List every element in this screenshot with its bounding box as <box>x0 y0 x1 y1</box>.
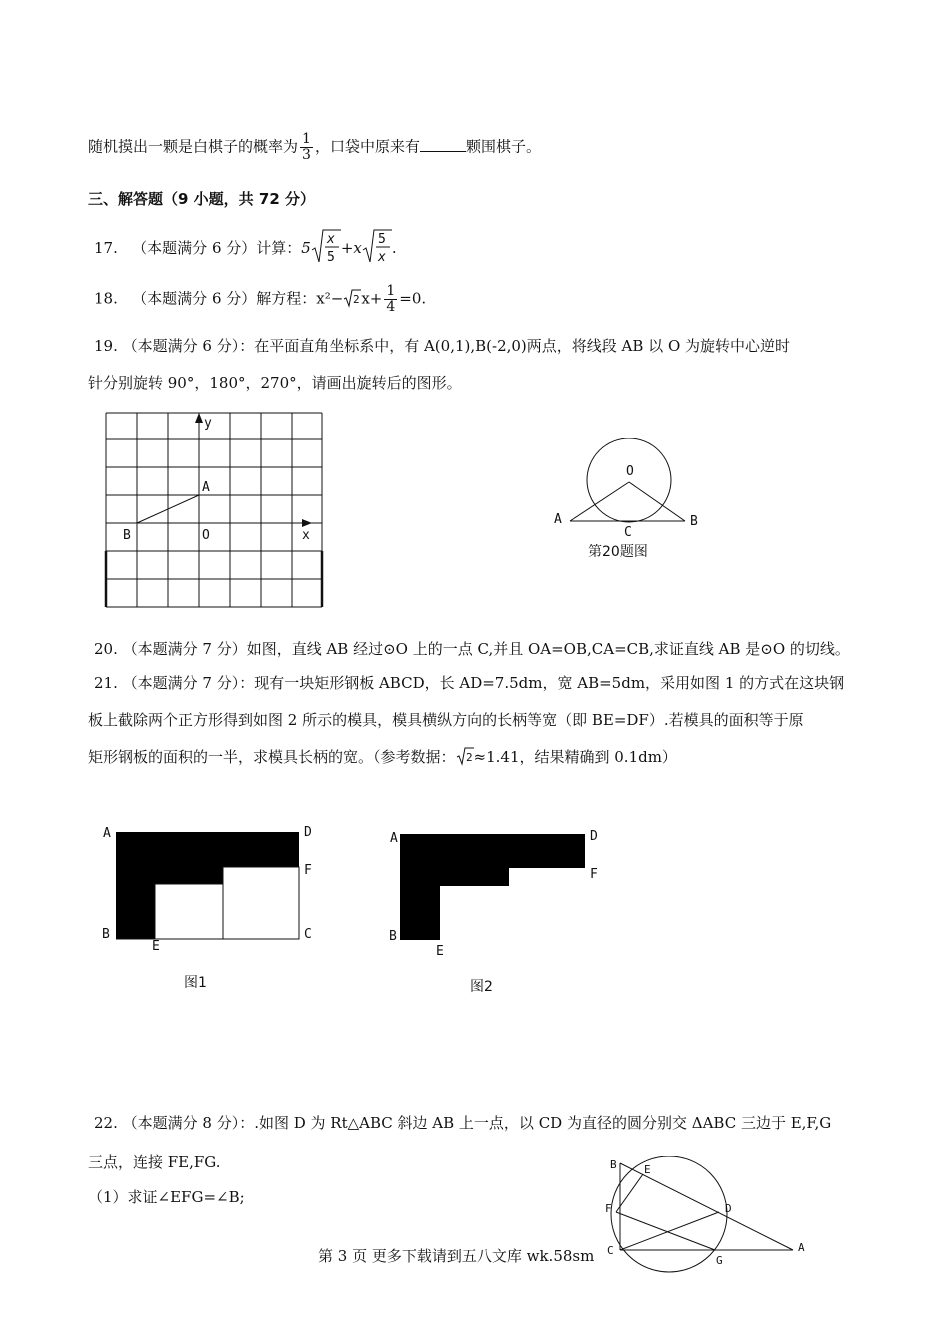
question-21-line3: 矩形钢板的面积的一半，求模具长柄的宽。（参考数据： 2 ≈1.41，结果精确到 0.1dm） <box>88 746 677 770</box>
sqrt-fraction-2 <box>362 228 392 270</box>
figure-20 <box>550 438 710 538</box>
figure-19-grid <box>96 405 336 617</box>
sqrt-den-2: x <box>377 250 386 265</box>
point-f-label: F <box>304 863 312 878</box>
figure-22 <box>598 1156 818 1316</box>
figure-2 <box>386 822 606 962</box>
point-b-label: B <box>123 528 131 543</box>
page-footer: 第 3 页 更多下载请到五八文库 wk.58sm <box>318 1247 595 1265</box>
question-18: 18. （本题满分 6 分）解方程：x²− 2 x+ $\frac{1}{4}$ =0. <box>94 283 427 315</box>
question-22-part1: （1）求证∠EFG=∠B; <box>88 1188 245 1206</box>
point-a-label: A <box>554 512 562 527</box>
y-label: y <box>204 416 212 431</box>
x-label: x <box>302 528 310 543</box>
point-b-label: B <box>610 1158 617 1171</box>
question-21-line1: 21. （本题满分 7 分）：现有一块矩形钢板 ABCD，长 AD=7.5dm，宽 AB=5dm，采用如图 1 的方式在这块钢 <box>94 674 845 692</box>
point-e-label: E <box>152 939 160 952</box>
sqrt-2-value: 2 <box>465 751 473 764</box>
figure-1-caption: 图1 <box>184 975 207 991</box>
question-19-line2: 针分别旋转 90°，180°，270°，请画出旋转后的图形。 <box>88 374 462 392</box>
question-22-line2: 三点，连接 FE,FG. <box>88 1153 221 1171</box>
section-title: 三、解答题（9 小题，共 72 分） <box>88 190 315 208</box>
center-o-label: O <box>626 464 634 479</box>
sqrt-den-1: 5 <box>326 250 335 265</box>
point-e-label: E <box>644 1163 651 1176</box>
point-d-label: D <box>304 825 312 840</box>
q16-tail: 随机摸出一颗是白棋子的概率为 $\frac{1}{3}$ ，口袋中原来有 颗围棋子。 <box>88 131 541 163</box>
question-20: 20. （本题满分 7 分）如图，直线 AB 经过⊙O 上的一点 C,并且 OA=OB,CA=CB,求证直线 AB 是⊙O 的切线。 <box>94 640 850 658</box>
origin-label: O <box>202 528 210 543</box>
figure-2-caption: 图2 <box>470 979 493 995</box>
sqrt-2-value: 2 <box>353 292 360 306</box>
fraction: $\frac{1}{3}$ <box>302 131 311 163</box>
point-e-label: E <box>436 944 444 959</box>
point-a-label: A <box>202 480 210 495</box>
sqrt-2 <box>343 288 361 312</box>
point-b-label: B <box>690 514 698 529</box>
point-g-label: G <box>716 1254 723 1267</box>
point-a-label: A <box>798 1241 805 1254</box>
sqrt-2 <box>456 746 474 770</box>
answer-blank <box>420 137 466 152</box>
question-19-line1: 19. （本题满分 6 分）：在平面直角坐标系中，有 A(0,1),B(-2,0)两点，将线段 AB 以 O 为旋转中心逆时 <box>94 337 791 355</box>
question-22-line1: 22. （本题满分 8 分）：.如图 D 为 Rt△ABC 斜边 AB 上一点，以 CD 为直径的圆分别交 ΔABC 三边于 E,F,G <box>94 1114 832 1132</box>
point-b-label: B <box>102 927 110 942</box>
point-d-label: D <box>725 1202 732 1215</box>
question-17: 17. （本题满分 6 分）计算：5 x 5 +x 5 x . <box>94 228 397 270</box>
sqrt-num-1: x <box>326 232 335 247</box>
point-f-label: F <box>590 867 598 882</box>
point-b-label: B <box>389 929 397 944</box>
point-c-label: C <box>624 525 632 538</box>
sqrt-num-2: 5 <box>377 232 386 247</box>
point-d-label: D <box>590 829 598 844</box>
point-a-label: A <box>390 831 398 846</box>
point-c-label: C <box>607 1244 614 1257</box>
fraction: $\frac{1}{4}$ <box>386 283 396 315</box>
point-a-label: A <box>103 826 111 841</box>
point-f-label: F <box>605 1202 612 1215</box>
figure-1 <box>100 822 330 952</box>
point-c-label: C <box>304 927 312 942</box>
sqrt-fraction-1 <box>311 228 341 270</box>
figure-20-caption: 第20题图 <box>588 544 648 560</box>
question-21-line2: 板上截除两个正方形得到如图 2 所示的模具，模具横纵方向的长柄等宽（即 BE=DF）.若模具的面积等于原 <box>88 711 804 729</box>
y-axis-arrow-icon <box>195 413 203 423</box>
x-axis-arrow-icon <box>302 519 312 527</box>
